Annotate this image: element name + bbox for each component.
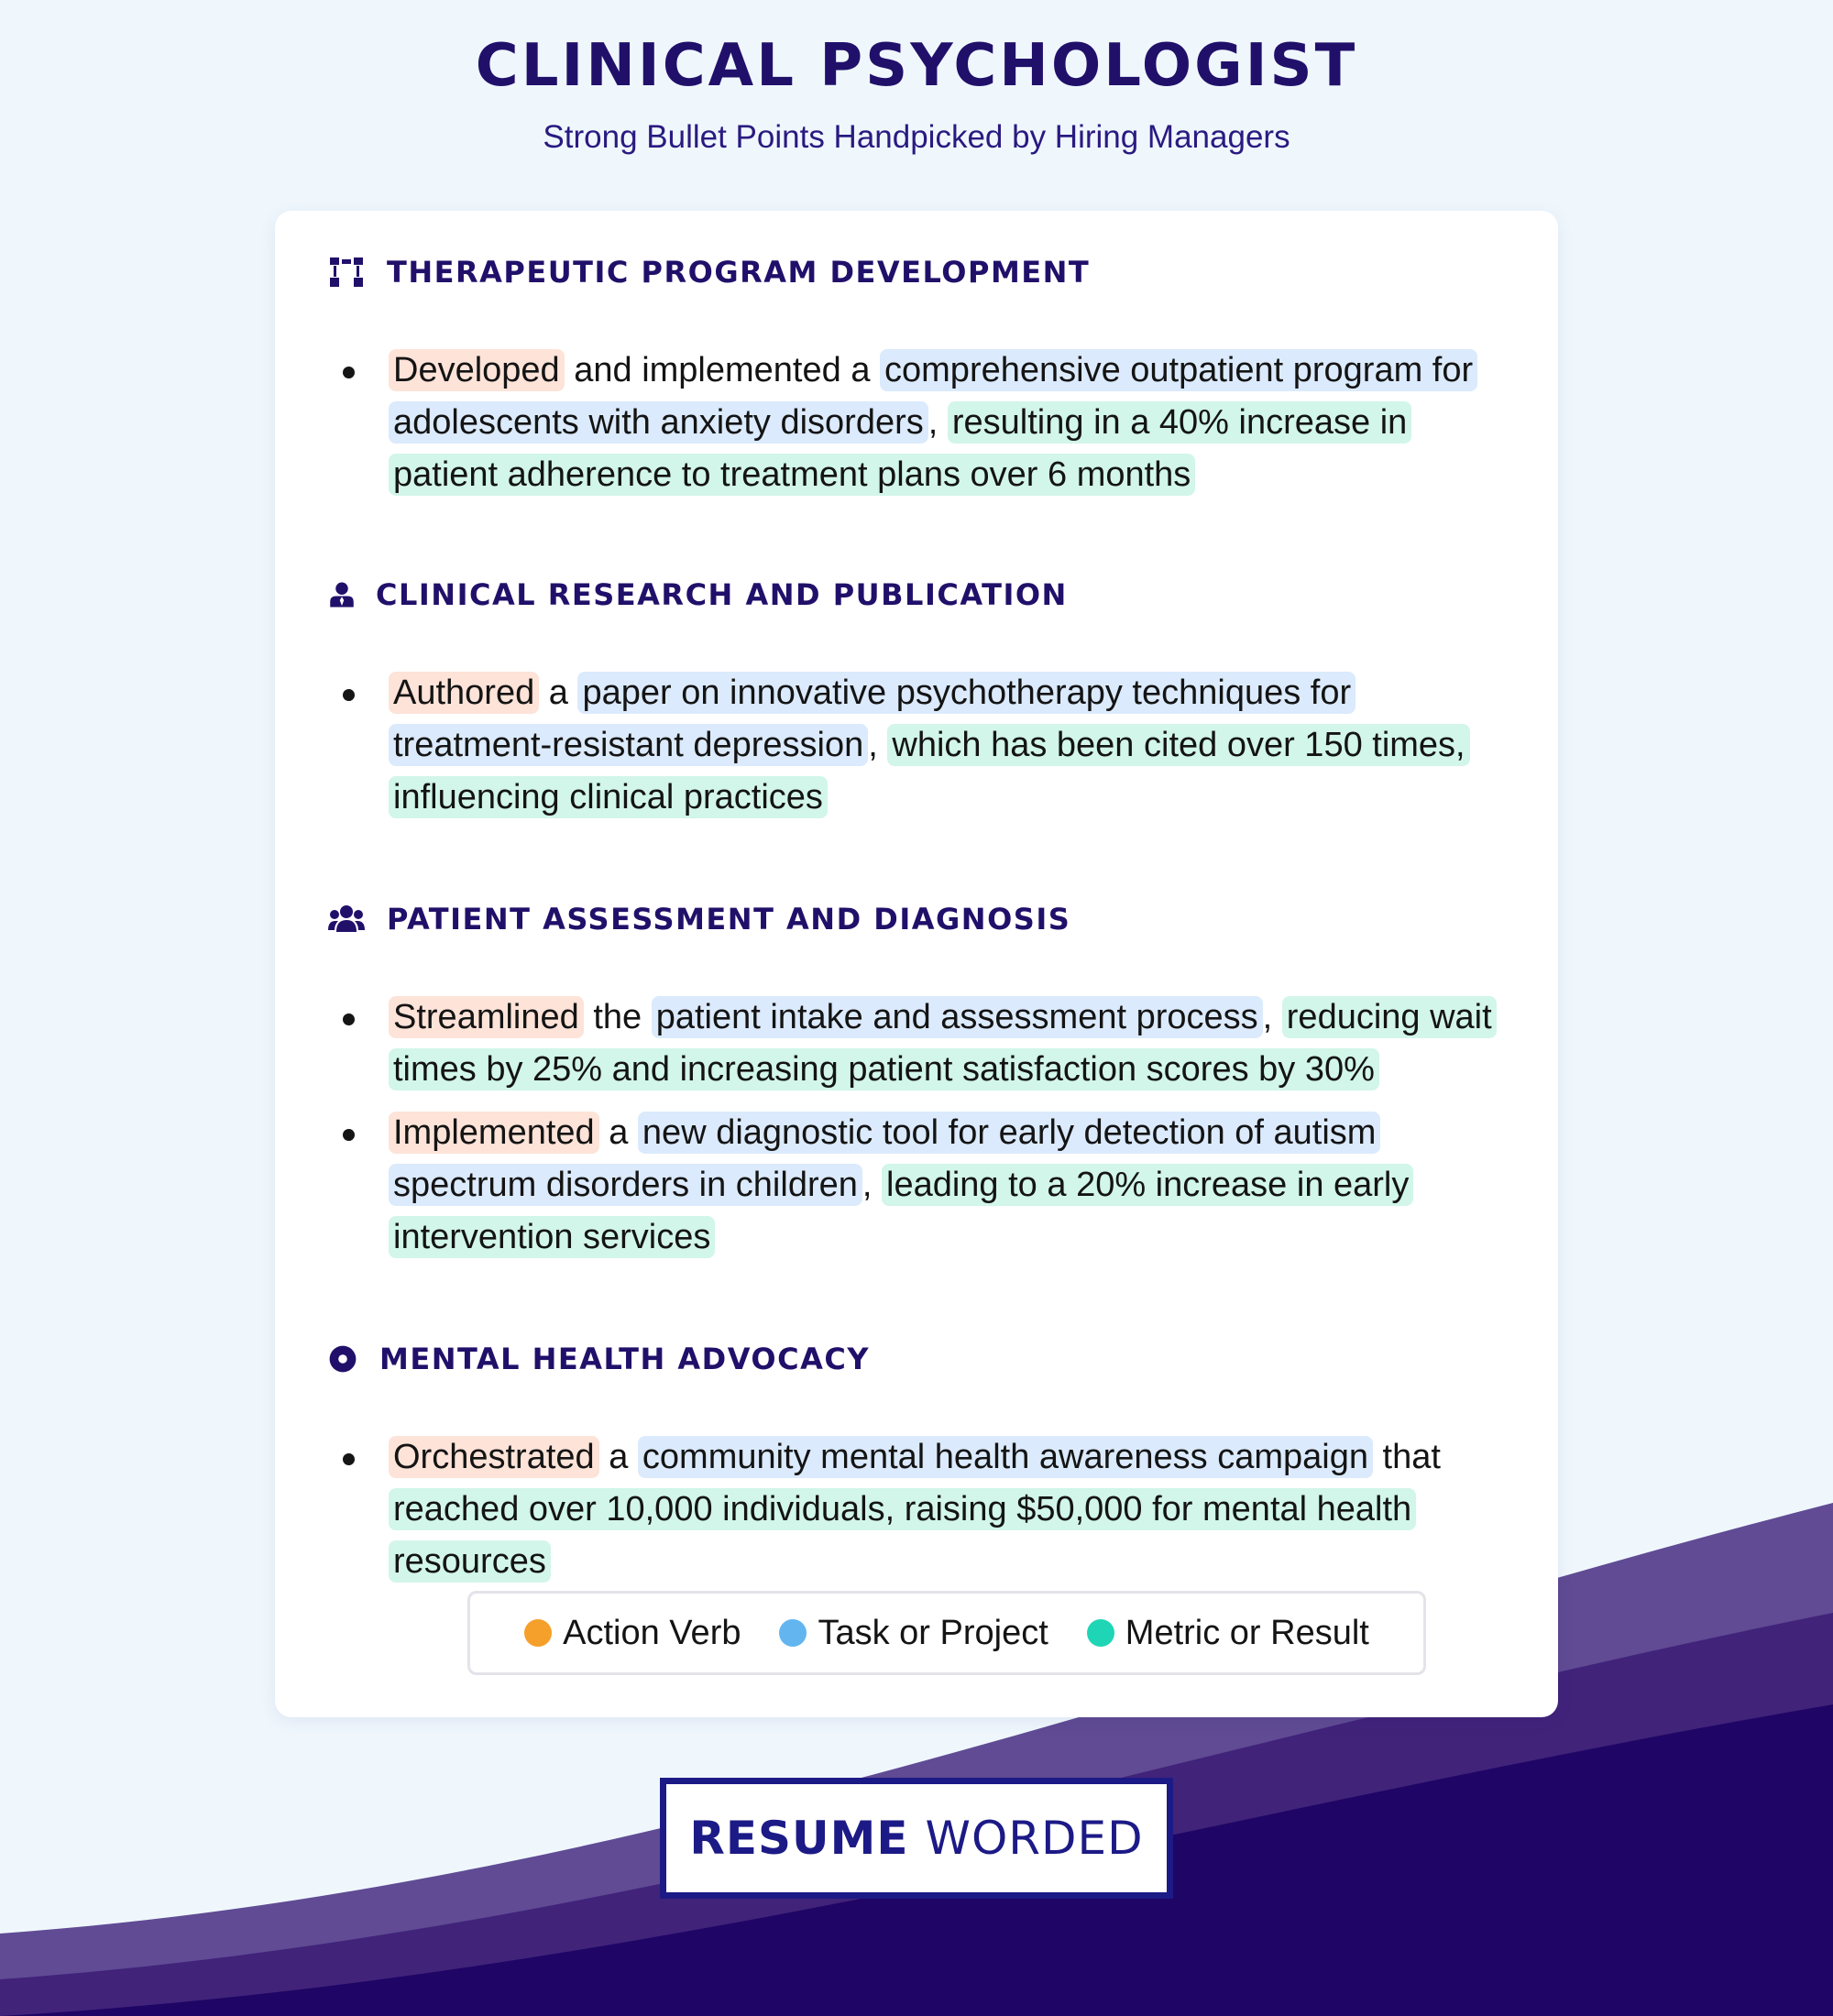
plain-text: a: [539, 674, 578, 712]
task-or-project: comprehensive outpatient program for adolescents with anxiety disorders: [389, 349, 1477, 444]
metric-or-result: reducing wait times by 25% and increasing patient satisfaction scores by 30%: [389, 996, 1497, 1090]
plain-text: a: [598, 1438, 638, 1476]
highlight-legend: [467, 1591, 1426, 1675]
section-therapeutic-program: [328, 249, 1520, 512]
metric-or-result: reached over 10,000 individuals, raising $50,000 for mental health resources: [389, 1488, 1416, 1583]
section-mental-health-advocacy: [328, 1336, 1520, 1599]
action-verb-dot-icon: [524, 1619, 552, 1647]
section-header: [328, 896, 1520, 942]
metric-or-result: leading to a 20% increase in early intervention services: [389, 1164, 1413, 1258]
action-verb: Developed: [389, 349, 565, 391]
metric-or-result: which has been cited over 150 times, influencing clinical practices: [389, 724, 1470, 818]
plain-text: that: [1372, 1438, 1441, 1476]
section-clinical-research: [328, 572, 1520, 835]
bullet-item: [328, 345, 1520, 501]
task-or-project: paper on innovative psychotherapy techniques for treatment-resistant depression: [389, 672, 1356, 766]
task-or-project: community mental health awareness campaign: [638, 1436, 1373, 1478]
task-or-project: patient intake and assessment process: [652, 996, 1263, 1038]
legend-label: Action Verb: [563, 1613, 741, 1652]
plain-text: a: [598, 1113, 638, 1152]
legend-label: Task or Project: [818, 1613, 1048, 1652]
bullet-item: [328, 992, 1520, 1096]
legend-label: Metric or Result: [1125, 1613, 1369, 1652]
action-verb: Implemented: [389, 1112, 599, 1154]
bullet-list: [328, 345, 1520, 501]
task-or-project: new diagnostic tool for early detection of autism spectrum disorders in children: [389, 1112, 1380, 1206]
plain-text: ,: [927, 403, 948, 442]
bullet-points-card: [275, 211, 1558, 1717]
section-title: PATIENT ASSESSMENT AND DIAGNOSIS: [387, 902, 1071, 937]
action-verb: Authored: [389, 672, 539, 714]
action-verb: Streamlined: [389, 996, 584, 1038]
bullet-list: [328, 992, 1520, 1264]
section-title: MENTAL HEALTH ADVOCACY: [379, 1342, 871, 1376]
metric-dot-icon: [1087, 1619, 1114, 1647]
section-header: [328, 1336, 1520, 1382]
bullet-item: [328, 1107, 1520, 1264]
resume-worded-logo: [660, 1778, 1173, 1899]
bullet-item: [328, 667, 1520, 824]
plain-text: and implemented a: [564, 351, 881, 389]
plain-text: ,: [862, 1166, 883, 1204]
dot-circle-icon: [328, 1341, 357, 1377]
page-header: [0, 27, 1833, 158]
bullet-list: [328, 1431, 1520, 1588]
logo-word-worded: WORDED: [925, 1812, 1144, 1865]
bullet-item: [328, 1431, 1520, 1588]
section-title: THERAPEUTIC PROGRAM DEVELOPMENT: [387, 255, 1091, 290]
user-tie-icon: [328, 576, 356, 613]
page-title: CLINICAL PSYCHOLOGIST: [475, 32, 1358, 100]
plain-text: ,: [868, 726, 888, 764]
plain-text: the: [583, 998, 652, 1036]
legend-item-task-or-project: [779, 1614, 1048, 1653]
bullet-list: [328, 667, 1520, 824]
plain-text: ,: [1262, 998, 1282, 1036]
section-header: [328, 249, 1520, 295]
metric-or-result: resulting in a 40% increase in patient adherence to treatment plans over 6 months: [389, 401, 1411, 496]
action-verb: Orchestrated: [389, 1436, 599, 1478]
section-patient-assessment: [328, 896, 1520, 1275]
page-subtitle: Strong Bullet Points Handpicked by Hiring Managers: [543, 119, 1290, 155]
logo-word-resume: RESUME: [689, 1812, 909, 1865]
section-title: CLINICAL RESEARCH AND PUBLICATION: [376, 577, 1068, 612]
users-group-icon: [328, 901, 365, 937]
legend-item-metric-or-result: [1087, 1614, 1369, 1653]
legend-item-action-verb: [524, 1614, 741, 1653]
task-dot-icon: [779, 1619, 807, 1647]
section-header: [328, 572, 1520, 618]
program-flow-icon: [328, 254, 365, 290]
